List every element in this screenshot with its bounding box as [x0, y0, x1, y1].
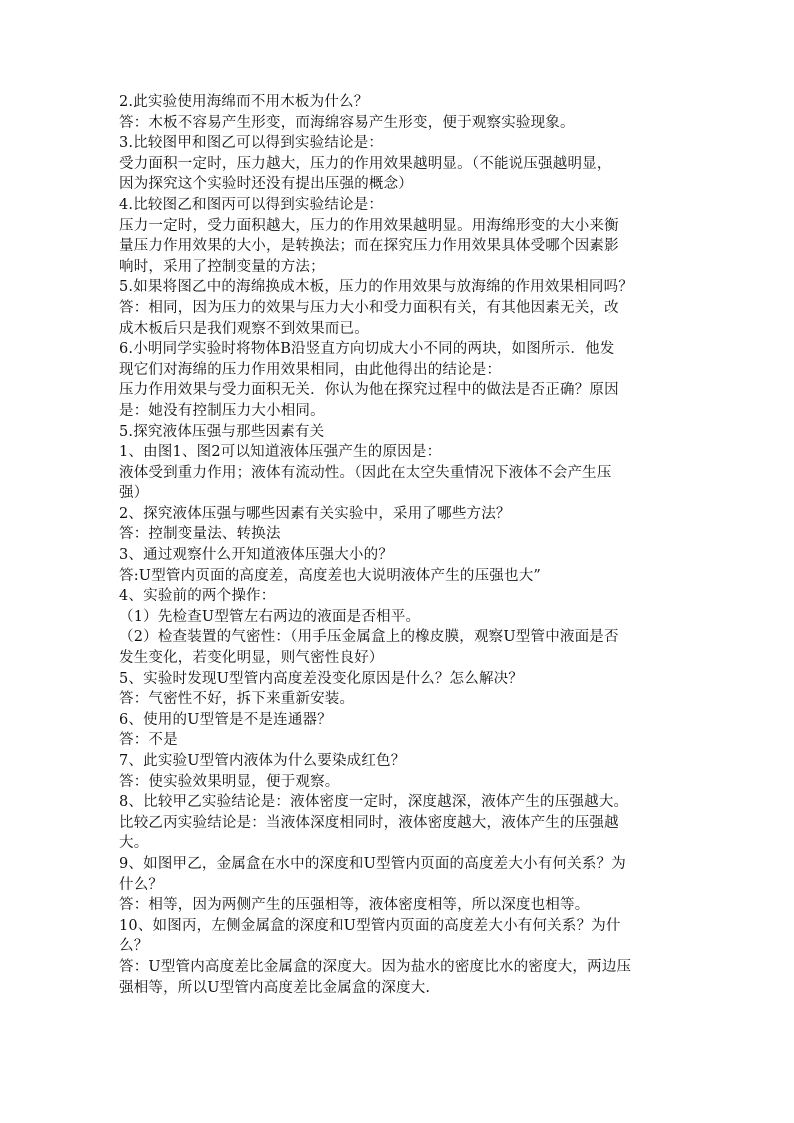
text-line: 液体受到重力作用；液体有流动性。（因此在太空失重情况下液体不会产生压	[119, 464, 612, 481]
text-line: 成木板后只是我们观察不到效果而已。	[119, 320, 369, 337]
text-line: （1）先检查U型管左右两边的液面是否相平。	[119, 608, 421, 625]
text-line: 2、探究液体压强与哪些因素有关实验中，采用了哪些方法？	[119, 505, 511, 522]
text-line: 4.比较图乙和图丙可以得到实验结论是：	[119, 196, 384, 213]
text-line: 答：不是	[119, 732, 178, 749]
text-line: 压力作用效果与受力面积无关．你认为他在探究过程中的做法是否正确？原因	[119, 382, 619, 399]
text-line: 答：相同，因为压力的效果与压力大小和受力面积有关，有其他因素无关，改	[119, 299, 619, 316]
text-line: 什么？	[119, 876, 164, 893]
text-line: 5、实验时发现U型管内高度差没变化原因是什么？怎么解决？	[119, 670, 524, 687]
document-body	[119, 92, 694, 998]
text-line: 响时，采用了控制变量的方法；	[119, 258, 325, 275]
text-line: 量压力作用效果的大小，是转换法；而在探究压力作用效果具体受哪个因素影	[119, 238, 619, 255]
text-line: 强）	[119, 485, 149, 502]
text-line: 4、实验前的两个操作：	[119, 588, 276, 605]
text-line: 压力一定时，受力面积越大，压力的作用效果越明显。用海绵形变的大小来衡	[119, 217, 619, 234]
text-line: 1、由图1、图2可以知道液体压强产生的原因是：	[119, 444, 442, 461]
text-line: 现它们对海绵的压力作用效果相同，由此他得出的结论是：	[119, 361, 502, 378]
text-line: 强相等，所以U型管内高度差比金属盒的深度大.	[119, 979, 431, 996]
text-line: 是：她没有控制压力大小相同。	[119, 402, 325, 419]
text-line: 答:U型管内页面的高度差，高度差也大说明液体产生的压强也大”	[119, 567, 542, 584]
text-line: 8、比较甲乙实验结论是：液体密度一定时，深度越深，液体产生的压强越大。	[119, 794, 629, 811]
text-line: 答：使实验效果明显，便于观察。	[119, 773, 340, 790]
text-line: 2.此实验使用海绵而不用木板为什么？	[119, 94, 369, 110]
text-line: 因为探究这个实验时还没有提出压强的概念）	[119, 176, 413, 193]
text-line: 比较乙丙实验结论是：当液体深度相同时，液体密度越大，液体产生的压强越	[119, 814, 619, 831]
text-line: 发生变化，若变化明显，则气密性良好）	[119, 650, 384, 667]
text-line: 答：气密性不好，拆下来重新安装。	[119, 691, 355, 708]
text-line: 7、此实验U型管内液体为什么要染成红色？	[119, 753, 406, 769]
text-line: （2）检查装置的气密性：（用手压金属盒上的橡皮膜，观察U型管中液面是否	[119, 629, 619, 646]
text-line: 受力面积一定时，压力越大，压力的作用效果越明显。（不能说压强越明显，	[119, 155, 612, 172]
text-line: 6、使用的U型管是不是连通器？	[119, 711, 332, 728]
text-line: 9、如图甲乙，金属盒在水中的深度和U型管内页面的高度差大小有何关系？为	[119, 855, 626, 872]
text-line: 大。	[119, 835, 149, 852]
text-line: 答：控制变量法、转换法	[119, 526, 281, 543]
text-line: 答：U型管内高度差比金属盒的深度大。因为盐水的密度比水的密度大，两边压	[119, 958, 632, 975]
text-line: 么？	[119, 938, 149, 955]
text-line: 5.探究液体压强与那些因素有关	[119, 423, 325, 440]
text-line: 答：木板不容易产生形变，而海绵容易产生形变，便于观察实验现象。	[119, 114, 575, 131]
text-line: 3.比较图甲和图乙可以得到实验结论是：	[119, 135, 384, 152]
text-line: 答：相等，因为两侧产生的压强相等，液体密度相等，所以深度也相等。	[119, 897, 590, 914]
text-line: 3、通过观察什么开知道液体压强大小的？	[119, 547, 394, 564]
text-line: 6.小明同学实验时将物体B沿竖直方向切成大小不同的两块，如图所示．他发	[119, 341, 615, 358]
text-line: 10、如图丙，左侧金属盒的深度和U型管内页面的高度差大小有何关系？为什	[119, 917, 621, 934]
text-line: 5.如果将图乙中的海绵换成木板，压力的作用效果与放海绵的作用效果相同吗？	[119, 279, 634, 296]
